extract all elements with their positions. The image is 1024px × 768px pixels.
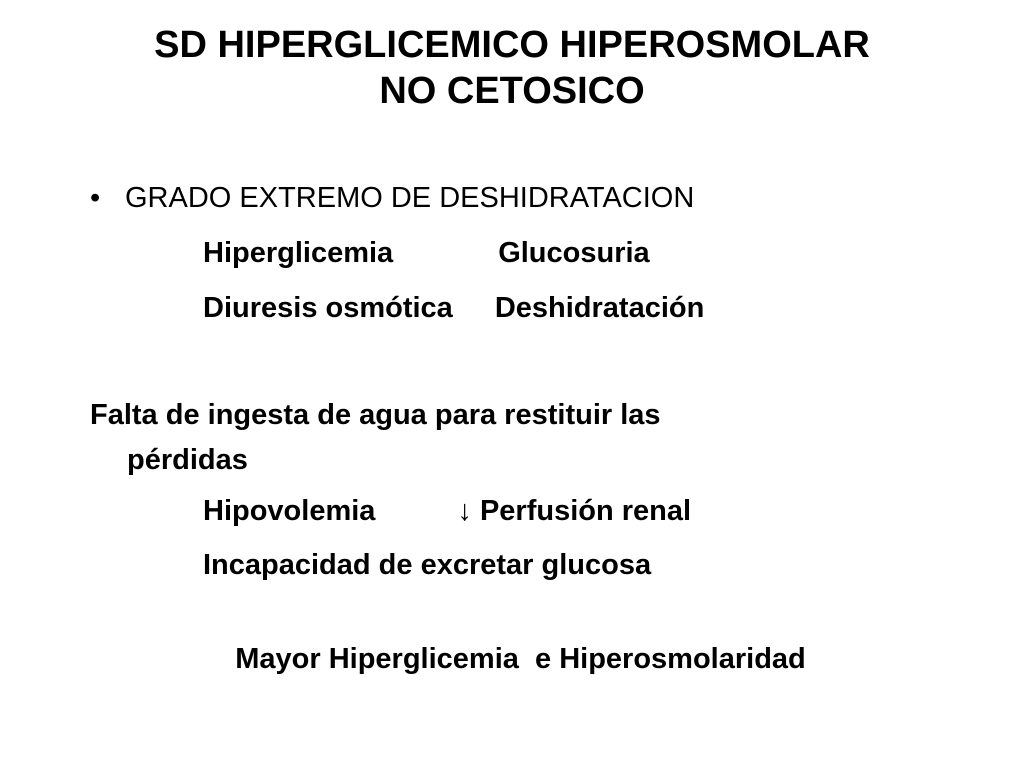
cause-row-2 <box>203 288 704 328</box>
cause-row-2-left: Diuresis osmótica <box>203 292 453 324</box>
slide-title <box>60 22 964 114</box>
effect-row-2 <box>203 545 651 585</box>
bullet-item <box>90 178 694 218</box>
paragraph-line-2: pérdidas <box>127 444 248 476</box>
down-arrow-icon: ↓ <box>457 495 472 527</box>
effect-row-1 <box>203 491 691 531</box>
title-line-1: SD HIPERGLICEMICO HIPEROSMOLAR <box>154 24 870 66</box>
cause-row-2-right: Deshidratación <box>494 292 705 324</box>
paragraph-line-1: Falta de ingesta de agua para restituir las <box>90 399 661 431</box>
effect-row-1-left: Hipovolemia <box>203 495 376 527</box>
effect-row-2-text: Incapacidad de excretar glucosa <box>203 549 652 581</box>
title-line-2: NO CETOSICO <box>379 70 645 112</box>
effect-row-1-right: Perfusión renal <box>479 495 692 527</box>
paragraph <box>90 393 990 483</box>
bullet-symbol: • <box>90 182 101 214</box>
cause-row-1-right: Glucosuria <box>498 237 650 269</box>
bullet-text: GRADO EXTREMO DE DESHIDRATACION <box>125 182 695 214</box>
effect-row-3 <box>203 599 806 719</box>
cause-row-1-left: Hiperglicemia <box>203 237 394 269</box>
cause-row-1 <box>203 233 650 273</box>
effect-row-3-text: Mayor Hiperglicemia e Hiperosmolaridad <box>235 643 806 675</box>
